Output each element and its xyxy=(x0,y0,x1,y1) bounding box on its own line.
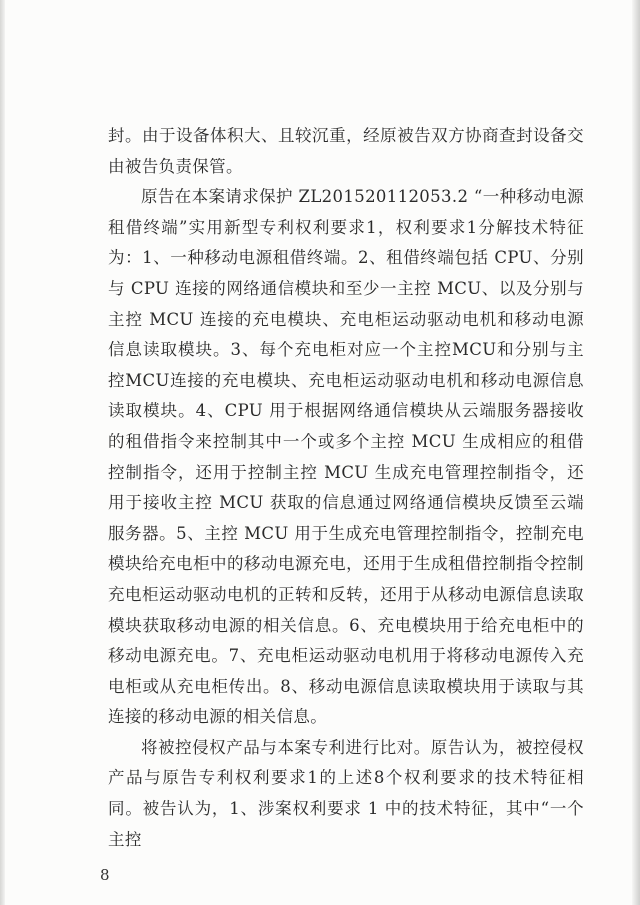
paragraph-comparison: 将被控侵权产品与本案专利进行比对。原告认为，被控侵权产品与原告专利权利要求1的上述8个权利要求的技术特征相同。被告认为，1、涉案权利要求 1 中的技术特征，其中“一个主控 xyxy=(108,737,584,849)
document-body xyxy=(108,121,584,855)
scan-edge-left xyxy=(0,0,5,905)
paragraph-claim-features: 原告在本案请求保护 ZL201520112053.2 “一种移动电源租借终端”实用新型专利权利要求1，权利要求1分解技术特征为：1、一种移动电源租借终端。2、租借终端包括 CPU、分别与 CPU 连接的网络通信模块和至少一主控 MCU、以及分别与主控 MCU 连接的充电模块、充电柜运动驱动电机和移动电源信息读取模块。3、每个充电柜对应一个主控MCU和分别与主控MCU连接的充电模块、充电柜运动驱动电机和移动电源信息读取模块。4、CPU 用于根据网络通信模块从云端服务器接收的租借指令来控制其中一个或多个主控 MCU 生成相应的租借控制指令，还用于控制主控 MCU 生成充电管理控制指令，还用于接收主控 MCU 获取的信息通过网络通信模块反馈至云端服务器。5、主控 MCU 用于生成充电管理控制指令，控制充电模块给充电柜中的移动电源充电，还用于生成租借控制指令控制充电柜运动驱动电机的正转和反转，还用于从移动电源信息读取模块获取移动电源的相关信息。6、充电模块用于给充电柜中的移动电源充电。7、充电柜运动驱动电机用于将移动电源传入充电柜或从充电柜传出。8、移动电源信息读取模块用于读取与其连接的移动电源的相关信息。 xyxy=(108,187,584,727)
scan-edge-right xyxy=(632,0,640,905)
page-number: 8 xyxy=(100,866,110,884)
paragraph-continuation: 封。由于设备体积大、且较沉重，经原被告双方协商查封设备交由被告负责保管。 xyxy=(108,126,584,176)
